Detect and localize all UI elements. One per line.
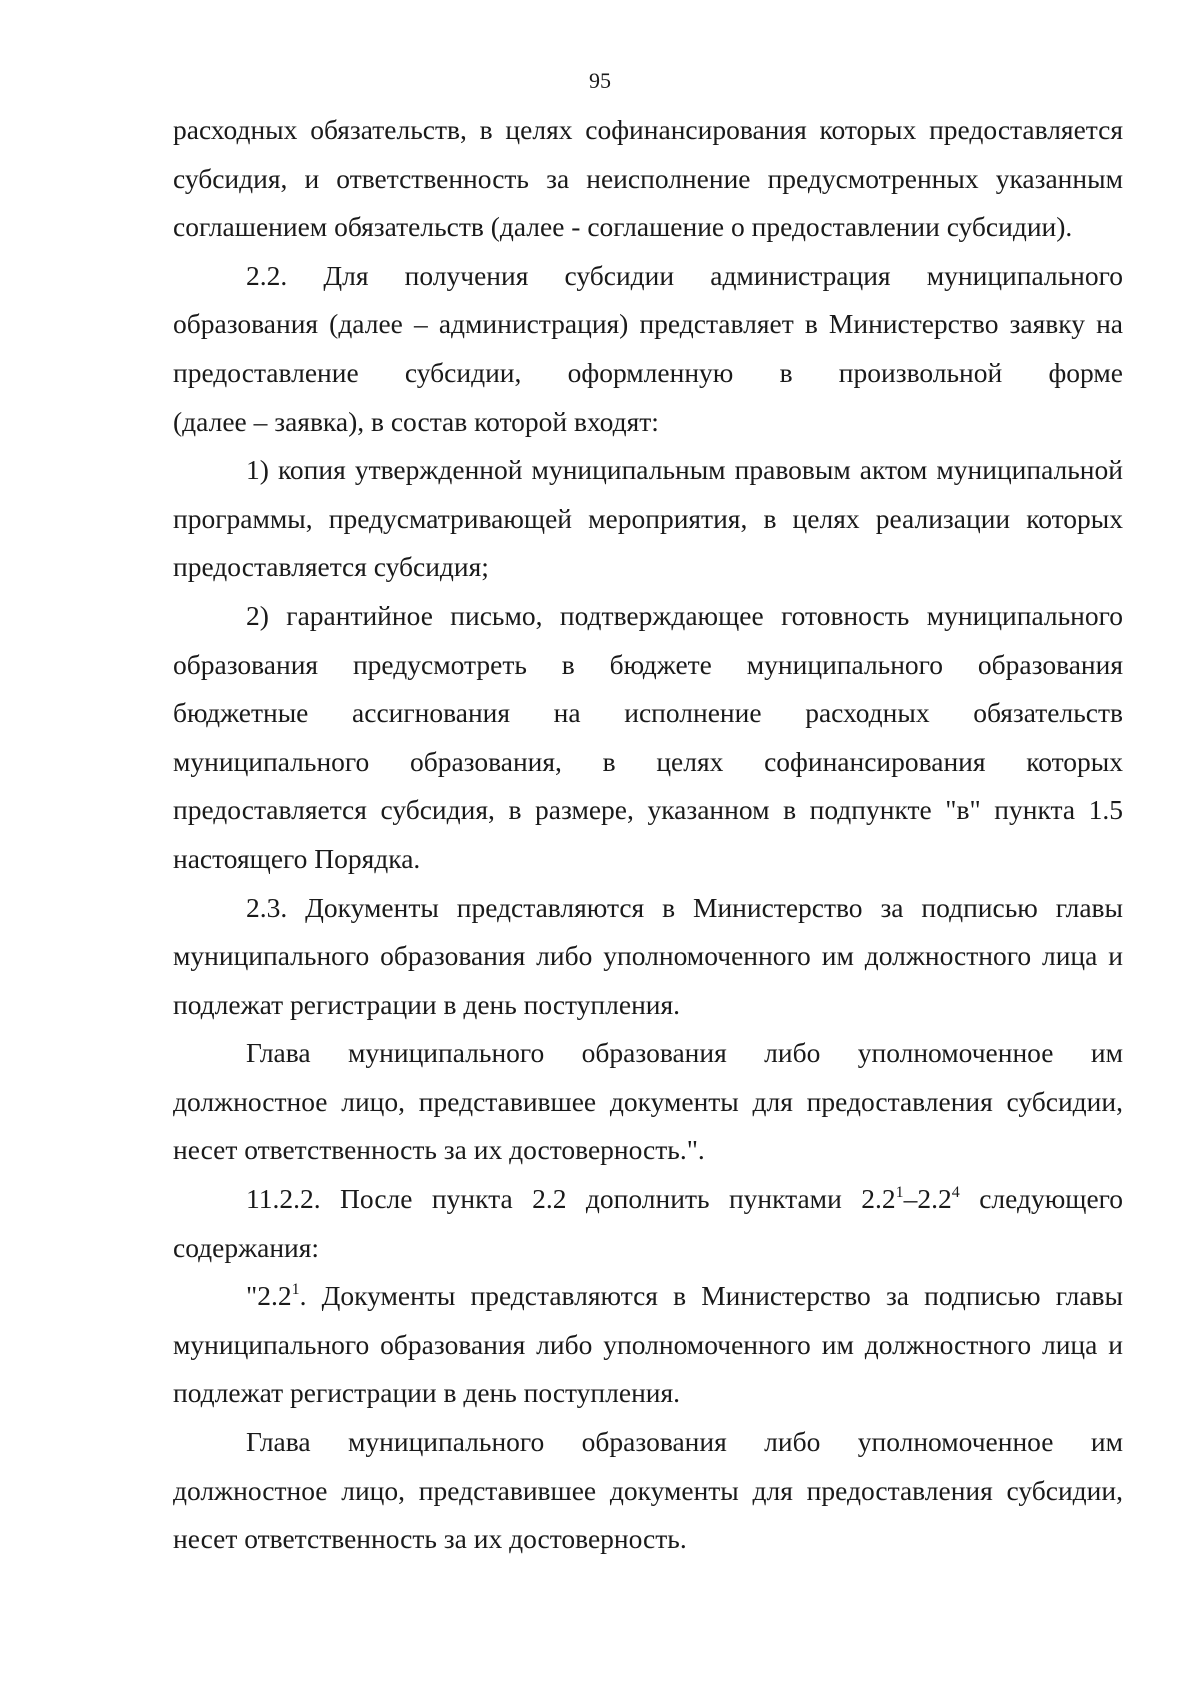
p6-after: следующего содержания:: [173, 1183, 1123, 1263]
p7-before: "2.2: [246, 1280, 292, 1312]
list-item-2: 2) гарантийное письмо, подтверждающее готовность муниципального образования предусмотреть в бюджете муниципального образования бюджетные ассигнования на исполнение расходных обязательств муниципального образования, в целях софинансирования которых предоставляется субсидия, в размере, указанном в подпункте "в" пункта 1.5 настоящего Порядка.: [173, 599, 1123, 874]
list-item-1: 1) копия утвержденной муниципальным правовым актом муниципальной программы, предусматривающей мероприятия, в целях реализации которых предоставляется субсидия;: [173, 454, 1123, 583]
paragraph-2-3: 2.3. Документы представляются в Министерство за подписью главы муниципального образования либо уполномоченного им должностного лица и подлежат регистрации в день поступления.: [173, 891, 1123, 1020]
p6-sup2: 4: [951, 1184, 960, 1202]
p6-sup1: 1: [895, 1184, 904, 1202]
paragraph-2-2: 2.2. Для получения субсидии администрация муниципального образования (далее – администрация) представляет в Министерство заявку на предоставление субсидии, оформленную в произвольной форме: [173, 259, 1123, 388]
p6-before: 11.2.2. После пункта 2.2 дополнить пунктами 2.2: [246, 1183, 896, 1215]
p7-sup: 1: [291, 1281, 300, 1299]
page-number: 95: [589, 68, 611, 93]
paragraph-continuation: расходных обязательств, в целях софинансирования которых предоставляется субсидия, и ответственность за неисполнение предусмотренных указанным соглашением обязательств (далее - соглашение о предоставлении субсидии).: [173, 114, 1123, 243]
paragraph-head-responsibility: Глава муниципального образования либо уполномоченное им должностное лицо, представившее документы для предоставления субсидии, несет ответственность за их достоверность.".: [173, 1037, 1123, 1166]
p6-dash: –2.2: [903, 1183, 952, 1215]
p7-after: . Документы представляются в Министерство за подписью главы муниципального образования либо уполномоченного им должностного лица и подлежат регистрации в день поступления.: [173, 1280, 1123, 1409]
paragraph-11-2-2: [173, 1175, 1123, 1272]
paragraph-2-2-1: [173, 1272, 1123, 1418]
document-body: [173, 106, 1123, 1564]
paragraph-2-2-tail: (далее – заявка), в состав которой входят:: [173, 405, 659, 437]
paragraph-head-responsibility-new: Глава муниципального образования либо уполномоченное им должностное лицо, представившее документы для предоставления субсидии, несет ответственность за их достоверность.: [173, 1426, 1123, 1555]
